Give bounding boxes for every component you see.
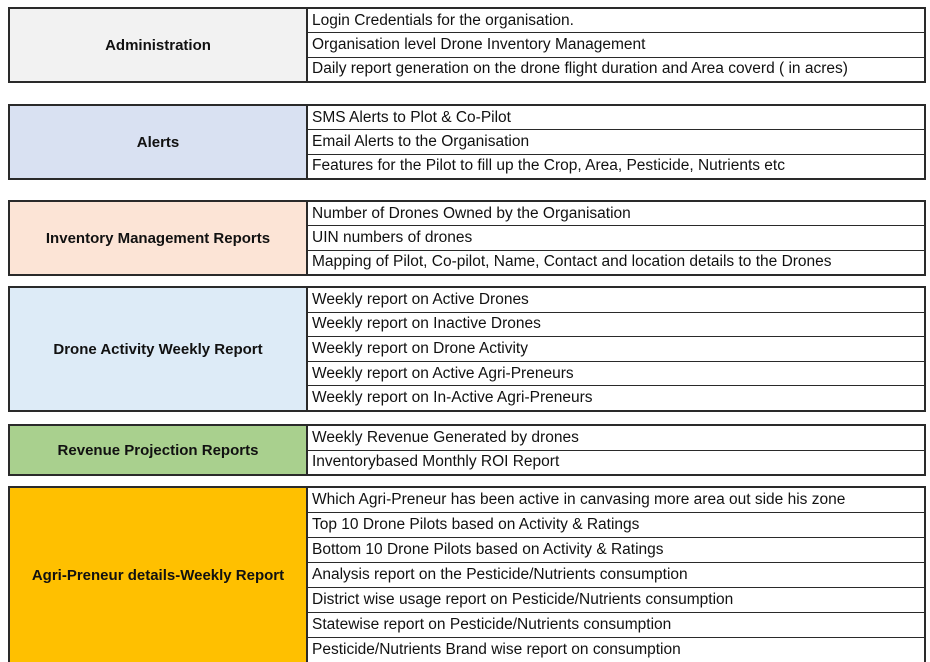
list-item: Weekly report on Inactive Drones <box>308 313 924 338</box>
item-list <box>308 9 924 81</box>
list-item: Pesticide/Nutrients Brand wise report on consumption <box>312 641 681 658</box>
category-cell: Administration <box>10 9 308 81</box>
group-administration <box>8 7 926 83</box>
list-item: Top 10 Drone Pilots based on Activity & Ratings <box>308 513 924 538</box>
category-cell: Drone Activity Weekly Report <box>10 288 308 410</box>
list-item: Inventorybased Monthly ROI Report <box>312 453 560 471</box>
list-item: Email Alerts to the Organisation <box>308 130 924 154</box>
item-list <box>308 426 924 474</box>
category-cell: Inventory Management Reports <box>10 202 308 274</box>
group-alerts <box>8 104 926 180</box>
item-list <box>308 488 924 662</box>
list-item: Statewise report on Pesticide/Nutrients consumption <box>308 613 924 638</box>
category-cell: Revenue Projection Reports <box>10 426 308 474</box>
list-item: Mapping of Pilot, Co-pilot, Name, Contact and location details to the Drones <box>312 253 832 271</box>
group-inventory-management-reports <box>8 200 926 276</box>
list-item: Login Credentials for the organisation. <box>308 9 924 33</box>
list-item: District wise usage report on Pesticide/Nutrients consumption <box>308 588 924 613</box>
list-item: SMS Alerts to Plot & Co-Pilot <box>308 106 924 130</box>
item-list <box>308 106 924 178</box>
list-item: Daily report generation on the drone flight duration and Area coverd ( in acres) <box>312 60 848 78</box>
list-item: Which Agri-Preneur has been active in canvasing more area out side his zone <box>308 488 924 513</box>
group-agri-preneur-details-weekly-report <box>8 486 926 662</box>
list-item: Weekly report on Active Agri-Preneurs <box>308 362 924 387</box>
list-item: Weekly report on Drone Activity <box>308 337 924 362</box>
list-item: Organisation level Drone Inventory Management <box>308 33 924 57</box>
group-revenue-projection-reports <box>8 424 926 476</box>
list-item: Features for the Pilot to fill up the Crop, Area, Pesticide, Nutrients etc <box>312 157 785 175</box>
list-item: Weekly report on In-Active Agri-Preneurs <box>312 389 593 407</box>
list-item: Analysis report on the Pesticide/Nutrients consumption <box>308 563 924 588</box>
list-item: Weekly report on Active Drones <box>308 288 924 313</box>
list-item: Bottom 10 Drone Pilots based on Activity & Ratings <box>308 538 924 563</box>
list-item: Number of Drones Owned by the Organisation <box>308 202 924 226</box>
category-cell: Alerts <box>10 106 308 178</box>
list-item: Weekly Revenue Generated by drones <box>308 426 924 451</box>
item-list <box>308 202 924 274</box>
category-cell: Agri-Preneur details-Weekly Report <box>10 488 308 662</box>
group-drone-activity-weekly-report <box>8 286 926 412</box>
list-item: UIN numbers of drones <box>308 226 924 250</box>
item-list <box>308 288 924 410</box>
